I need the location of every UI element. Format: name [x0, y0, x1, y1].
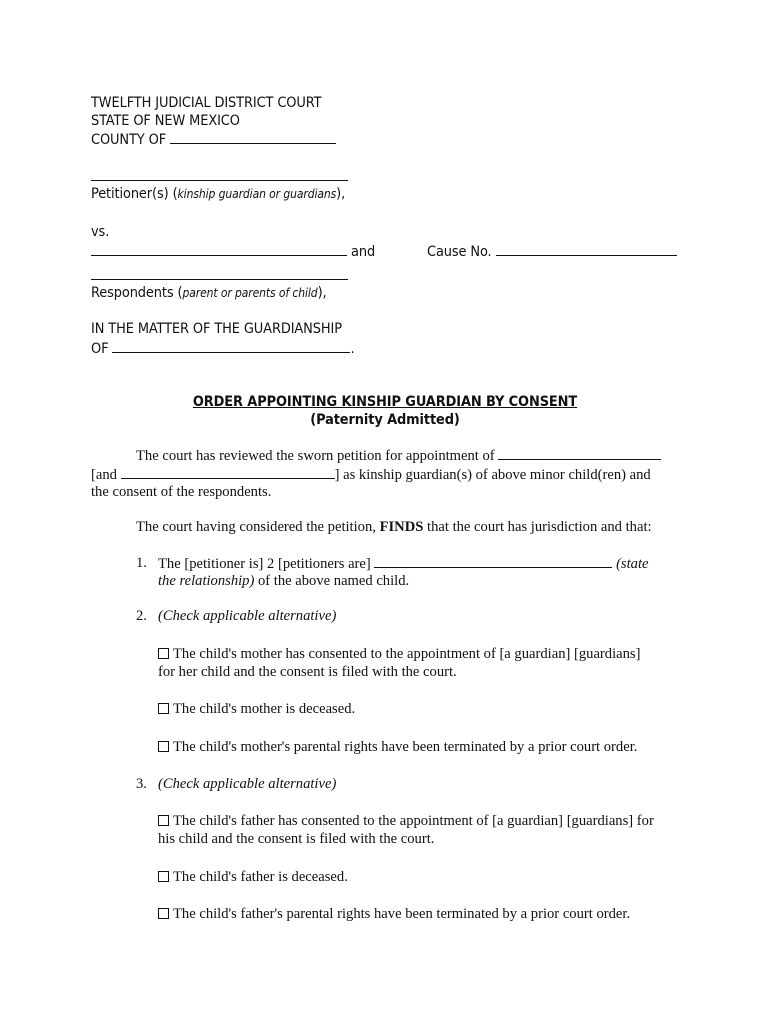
court-name: TWELFTH JUDICIAL DISTRICT COURT [91, 95, 322, 111]
mother-deceased-text: The child's mother is deceased. [173, 701, 356, 717]
matter-of-label: OF [91, 341, 109, 357]
mother-consent-line-2: for her child and the consent is filed with the court. [158, 664, 457, 680]
order-title: ORDER APPOINTING KINSHIP GUARDIAN BY CONSENT [192, 394, 578, 410]
mother-option-consent [158, 645, 640, 663]
mother-deceased-checkbox[interactable] [158, 703, 169, 714]
p1-text: The court has reviewed the sworn petition for appointment of [136, 448, 495, 464]
mother-terminated-checkbox[interactable] [158, 741, 169, 752]
father-terminated-checkbox[interactable] [158, 908, 169, 919]
matter-end: . [350, 341, 355, 357]
vs-label: vs. [91, 224, 110, 240]
cause-label: Cause No. [427, 244, 492, 260]
respondents-caption [91, 284, 327, 302]
item-1-line-2 [158, 572, 409, 590]
respondents-close: ), [317, 285, 327, 301]
father-consent-line-1: The child's father has consented to the appointment of [a guardian] [guardians] for [173, 813, 654, 829]
matter-line-1: IN THE MATTER OF THE GUARDIANSHIP [91, 321, 342, 337]
order-subtitle: (Paternity Admitted) [310, 412, 460, 428]
father-terminated-text: The child's father's parental rights have been terminated by a prior court order. [173, 906, 631, 922]
child-name-blank[interactable] [112, 339, 350, 353]
item-1-relationship: the relationship) [158, 573, 255, 589]
item-1-number: 1. [136, 555, 147, 571]
father-deceased-text: The child's father is deceased. [173, 869, 348, 885]
petitioner-blank[interactable] [91, 180, 348, 181]
county-label: COUNTY OF [91, 132, 167, 148]
p1-and: [and [91, 467, 117, 483]
respondent-blank-1[interactable] [91, 242, 347, 256]
father-option-consent [158, 812, 654, 830]
and-label: and [351, 244, 376, 260]
state-name: STATE OF NEW MEXICO [91, 113, 240, 129]
mother-terminated-text: The child's mother's parental rights have been terminated by a prior court order. [173, 739, 638, 755]
item-2-number: 2. [136, 608, 147, 624]
guardian-name-blank-2[interactable] [121, 465, 335, 479]
mother-option-terminated [158, 738, 637, 756]
cause-number-blank[interactable] [496, 242, 677, 256]
respondent-line-1 [91, 242, 375, 261]
item-3-number: 3. [136, 776, 147, 792]
item-1-state: (state [616, 556, 649, 572]
petitioner-note: kinship guardian or guardians [177, 187, 337, 201]
mother-consent-line-1: The child's mother has consented to the appointment of [a guardian] [guardians] [173, 646, 641, 662]
father-consent-line-2: his child and the consent is filed with the court. [158, 831, 435, 847]
mother-option-deceased [158, 700, 355, 718]
respondent-blank-2[interactable] [91, 279, 348, 280]
item-2-text: (Check applicable alternative) [158, 608, 337, 624]
father-option-deceased [158, 868, 348, 886]
respondents-note: parent or parents of child [182, 286, 318, 300]
paragraph-1-line-3: the consent of the respondents. [91, 484, 272, 500]
father-deceased-checkbox[interactable] [158, 871, 169, 882]
item-3-text: (Check applicable alternative) [158, 776, 337, 792]
item-1-text: The [petitioner is] 2 [petitioners are] [158, 556, 371, 572]
guardian-name-blank-1[interactable] [498, 446, 661, 460]
petitioner-caption [91, 185, 345, 203]
finds-label: FINDS [379, 519, 424, 535]
p2-before: The court having considered the petition, [136, 519, 376, 535]
county-line [91, 130, 336, 149]
paragraph-1-line-1 [136, 446, 661, 465]
p1-rest: ] as kinship guardian(s) of above minor child(ren) and [334, 467, 651, 483]
item-1-line-1 [158, 554, 649, 573]
father-option-terminated [158, 905, 630, 923]
petitioner-close: ), [336, 186, 346, 202]
paragraph-2 [136, 518, 652, 536]
petitioner-label: Petitioner(s) ( [91, 186, 178, 202]
mother-consent-checkbox[interactable] [158, 648, 169, 659]
county-blank[interactable] [170, 130, 336, 144]
relationship-blank[interactable] [374, 554, 612, 568]
item-1-rest: of the above named child. [258, 573, 410, 589]
p2-after: that the court has jurisdiction and that: [427, 519, 652, 535]
cause-number-line [427, 242, 677, 261]
paragraph-1-line-2 [91, 465, 651, 484]
respondents-label: Respondents ( [91, 285, 183, 301]
matter-line-2 [91, 339, 354, 358]
father-consent-checkbox[interactable] [158, 815, 169, 826]
